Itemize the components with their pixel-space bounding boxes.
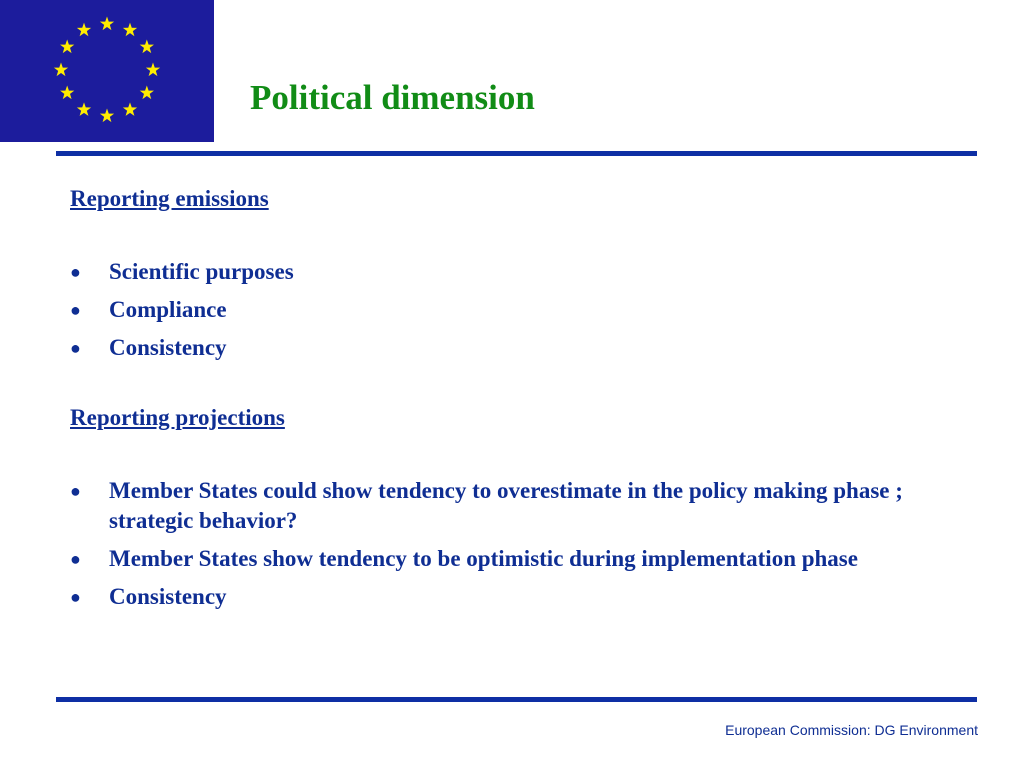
star-icon bbox=[77, 23, 91, 37]
footer-text: European Commission: DG Environment bbox=[725, 722, 978, 738]
section-heading-emissions: Reporting emissions bbox=[70, 186, 269, 211]
star-icon bbox=[77, 102, 91, 116]
bullet-icon: ● bbox=[70, 549, 81, 569]
list-item-text: Scientific purposes bbox=[109, 259, 294, 284]
eu-flag-icon bbox=[0, 0, 214, 142]
section-heading-projections: Reporting projections bbox=[70, 405, 285, 430]
star-icon bbox=[54, 63, 68, 77]
bullet-icon: ● bbox=[70, 587, 81, 607]
star-icon bbox=[123, 102, 137, 116]
emissions-bullet-list bbox=[70, 257, 950, 363]
list-item-text: Member States could show tendency to overestimate in the policy making phase ; strategic behavior? bbox=[109, 478, 903, 533]
bullet-icon: ● bbox=[70, 262, 81, 282]
bullet-icon: ● bbox=[70, 481, 81, 501]
star-icon bbox=[146, 63, 160, 77]
list-item bbox=[70, 257, 950, 287]
top-divider bbox=[56, 151, 977, 156]
star-icon bbox=[60, 40, 74, 54]
star-icon bbox=[60, 86, 74, 100]
star-icon bbox=[140, 86, 154, 100]
bullet-icon: ● bbox=[70, 338, 81, 358]
list-item bbox=[70, 333, 950, 363]
list-item-text: Consistency bbox=[109, 335, 227, 360]
eu-stars bbox=[0, 0, 214, 142]
list-item bbox=[70, 582, 950, 612]
slide-content bbox=[70, 183, 950, 620]
list-item bbox=[70, 476, 950, 536]
list-item bbox=[70, 295, 950, 325]
star-icon bbox=[100, 17, 114, 31]
star-icon bbox=[140, 40, 154, 54]
bullet-icon: ● bbox=[70, 300, 81, 320]
list-item bbox=[70, 544, 950, 574]
projections-bullet-list bbox=[70, 476, 950, 612]
page-title: Political dimension bbox=[250, 78, 535, 117]
list-item-text: Compliance bbox=[109, 297, 227, 322]
list-item-text: Consistency bbox=[109, 584, 227, 609]
bottom-divider bbox=[56, 697, 977, 702]
list-item-text: Member States show tendency to be optimistic during implementation phase bbox=[109, 546, 858, 571]
star-icon bbox=[100, 109, 114, 123]
star-icon bbox=[123, 23, 137, 37]
